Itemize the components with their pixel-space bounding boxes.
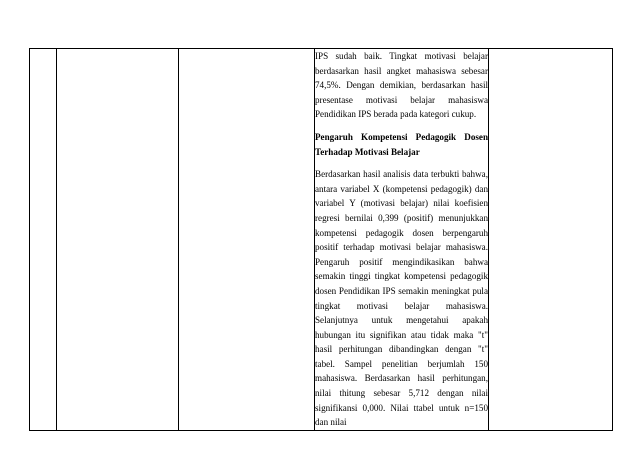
- document-table: [29, 48, 613, 431]
- table-cell-notes: [489, 49, 613, 431]
- results-paragraph-1: IPS sudah baik. Tingkat motivasi belajar berdasarkan hasil angket mahasiswa sebesar 74,5%. Dengan demikian, berdasarkan hasil presentase motivasi belajar mahasiswa Pendidikan IPS berada pada kategori cukup.: [315, 51, 488, 120]
- table-cell-author: [57, 49, 179, 431]
- table-cell-results: [315, 49, 489, 431]
- table-row: [30, 49, 613, 431]
- results-paragraph-2: Berdasarkan hasil analisis data terbukti bahwa, antara variabel X (kompetensi pedagogik) dan variabel Y (motivasi belajar) nilai koefisien regresi bernilai 0,399 (positif) menunjukkan kompetensi pedagogik dosen berpengaruh positif terhadap motivasi belajar mahasiswa. Pengaruh positif mengindikasikan bahwa semakin tinggi tingkat kompetensi pedagogik dosen Pendidikan IPS semakin meningkat pula tingkat motivasi belajar mahasiswa. Selanjutnya untuk mengetahui apakah hubungan itu signifikan atau tidak maka "t" hasil perhitungan dibandingkan dengan "t" tabel. Sampel penelitian berjumlah 150 mahasiswa. Berdasarkan hasil perhitungan, nilai thitung sebesar 5,712 dengan nilai signifikansi 0,000. Nilai ttabel untuk n=150 dan nilai: [315, 169, 488, 428]
- section-heading: Pengaruh Kompetensi Pedagogik Dosen Terhadap Motivasi Belajar: [315, 131, 488, 157]
- table-cell-number: [30, 49, 57, 431]
- table-cell-title: [179, 49, 315, 431]
